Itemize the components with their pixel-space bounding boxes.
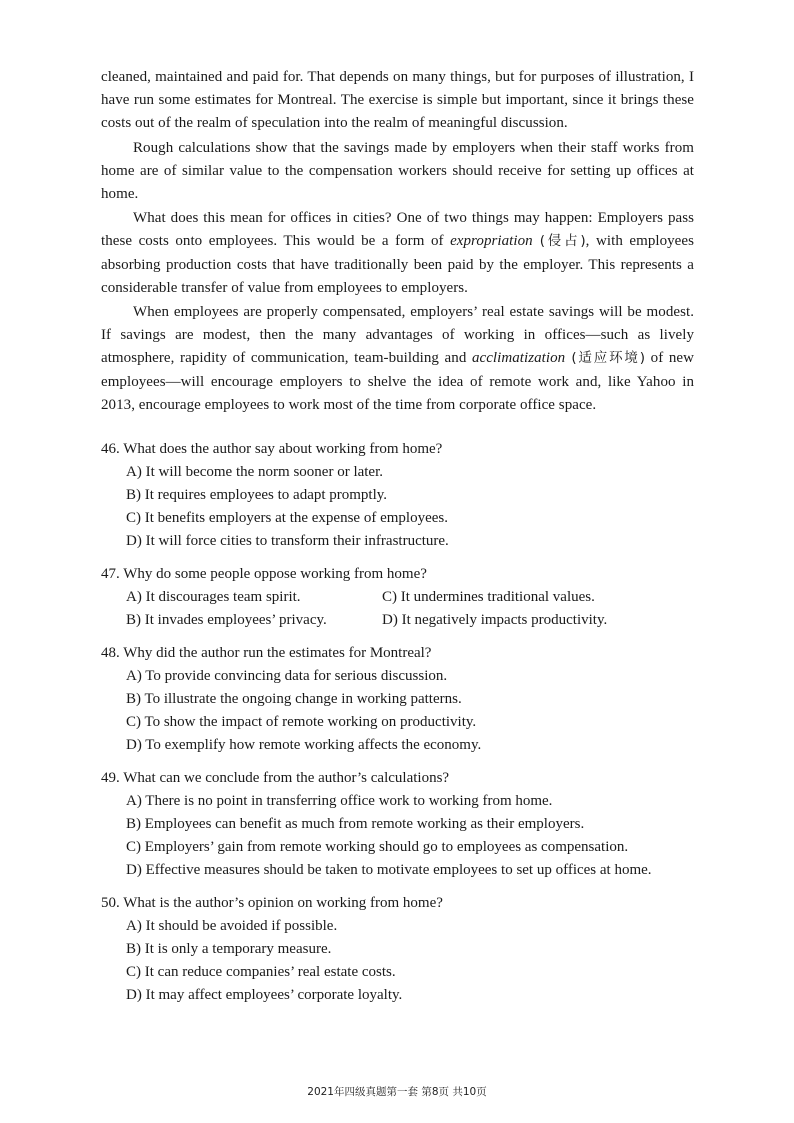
- answer-option[interactable]: B) It is only a temporary measure.: [126, 941, 332, 958]
- answer-option[interactable]: B) It invades employees’ privacy.: [126, 612, 327, 629]
- answer-option[interactable]: D) It negatively impacts productivity.: [382, 612, 608, 629]
- answer-option[interactable]: C) Employers’ gain from remote working should go to employees as compensation.: [126, 839, 629, 856]
- italic-term: acclimatization: [471, 350, 566, 367]
- answer-option[interactable]: A) There is no point in transferring office work to working from home.: [126, 793, 553, 810]
- page-footer: 2021年四级真题第一套 第8页 共10页: [307, 1086, 487, 1098]
- answer-option[interactable]: B) It requires employees to adapt promptly.: [126, 487, 388, 504]
- question-block: [101, 438, 694, 553]
- question-stem: 50. What is the author’s opinion on working from home?: [101, 895, 443, 912]
- paragraph-text: of new employees—will encourage employers to shelve the idea of remote work and, like Yahoo in 2013, encourage employees to work most of the time from corporate office space.: [101, 350, 694, 413]
- italic-term: expropriation: [450, 233, 533, 250]
- passage-paragraph: [101, 66, 694, 136]
- question-stem: 46. What does the author say about working from home?: [101, 441, 443, 458]
- paragraph-text: When employees are properly compensated, employers’ real estate savings will be modest. If savings are modest, then the many advantages of working in offices—such as lively atmosphere, rapidity of communication, team-building and: [101, 304, 694, 367]
- exam-page: [101, 66, 694, 1017]
- paragraph-text: Rough calculations show that the savings made by employers when their staff works from home are of similar value to the compensation workers should receive for setting up offices at home.: [101, 139, 694, 203]
- answer-option[interactable]: D) To exemplify how remote working affects the economy.: [126, 737, 482, 754]
- answer-option[interactable]: A) It should be avoided if possible.: [126, 918, 338, 935]
- answer-option[interactable]: C) To show the impact of remote working on productivity.: [126, 714, 477, 731]
- answer-options: [101, 461, 694, 553]
- chinese-gloss: (适应环境): [565, 350, 646, 367]
- paragraph-text: , with employees absorbing production costs that have traditionally been paid by the employer. This represents a considerable transfer of value from employees to employers.: [101, 233, 694, 296]
- question-stem: 48. Why did the author run the estimates for Montreal?: [101, 645, 432, 662]
- answer-option[interactable]: A) It will become the norm sooner or later.: [126, 464, 384, 481]
- answer-option[interactable]: D) It will force cities to transform their infrastructure.: [126, 533, 449, 550]
- chinese-gloss: (侵占): [532, 233, 586, 250]
- question-block: [101, 563, 694, 632]
- answer-options: [101, 790, 694, 882]
- answer-options: [101, 665, 694, 757]
- passage-paragraph: [101, 301, 694, 417]
- question-stem: 49. What can we conclude from the author’s calculations?: [101, 770, 450, 787]
- answer-option[interactable]: C) It benefits employers at the expense of employees.: [126, 510, 448, 527]
- answer-option[interactable]: A) To provide convincing data for serious discussion.: [126, 668, 448, 685]
- answer-option[interactable]: B) Employees can benefit as much from remote working as their employers.: [126, 816, 585, 833]
- question-block: [101, 767, 694, 882]
- answer-option[interactable]: D) It may affect employees’ corporate loyalty.: [126, 987, 403, 1004]
- question-list: [101, 438, 694, 1007]
- answer-option[interactable]: A) It discourages team spirit.: [126, 589, 301, 606]
- answer-options: [101, 586, 694, 632]
- answer-option[interactable]: D) Effective measures should be taken to motivate employees to set up offices at home.: [126, 862, 652, 879]
- answer-options: [101, 915, 694, 1007]
- question-block: [101, 642, 694, 757]
- paragraph-text: cleaned, maintained and paid for. That depends on many things, but for purposes of illustration, I have run some estimates for Montreal. The exercise is simple but important, since it brings these costs out of the realm of speculation into the realm of meaningful discussion.: [101, 69, 694, 132]
- passage-paragraph: [101, 207, 694, 300]
- answer-option[interactable]: C) It undermines traditional values.: [382, 589, 595, 606]
- answer-option[interactable]: B) To illustrate the ongoing change in working patterns.: [126, 691, 462, 708]
- question-stem: 47. Why do some people oppose working from home?: [101, 566, 427, 583]
- paragraph-text: What does this mean for offices in cities? One of two things may happen: Employers pass these costs onto employees. This would be a form of: [101, 210, 694, 250]
- reading-passage: [101, 66, 694, 417]
- answer-option[interactable]: C) It can reduce companies’ real estate costs.: [126, 964, 396, 981]
- passage-paragraph: [101, 137, 694, 207]
- question-block: [101, 892, 694, 1007]
